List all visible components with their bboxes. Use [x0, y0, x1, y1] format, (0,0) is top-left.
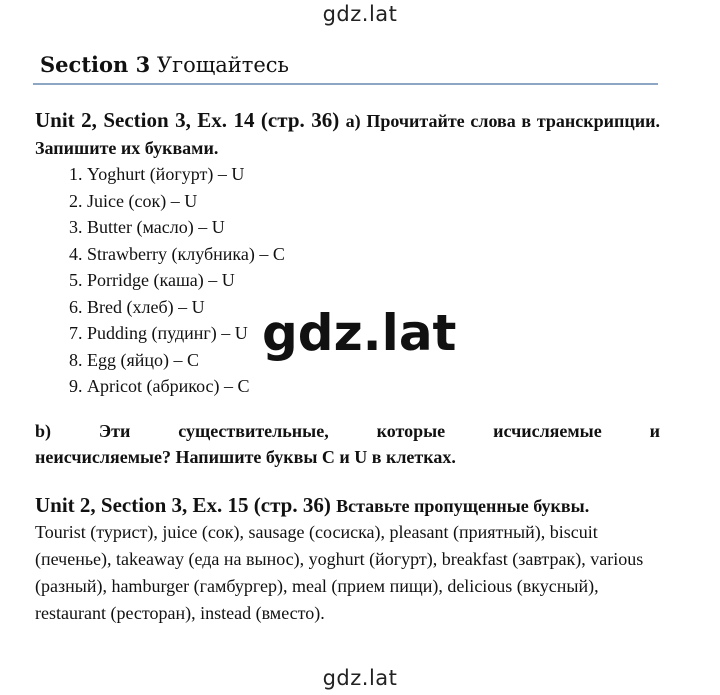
ex14-header [35, 107, 660, 161]
section-title: Угощайтесь [156, 53, 289, 77]
list-item: 8. Egg (яйцо) – C [87, 347, 660, 374]
heading-divider [33, 83, 658, 85]
document-body [35, 107, 660, 627]
ex15-task: Вставьте пропущенные буквы. [336, 495, 590, 516]
ex15-unit-label: Unit 2, Section 3, Ex. 15 (стр. 36) [35, 492, 331, 517]
section-number: Section 3 [40, 52, 151, 77]
list-item: 5. Porridge (каша) – U [87, 267, 660, 294]
list-item: 4. Strawberry (клубника) – C [87, 241, 660, 268]
ex15-answer: Tourist (турист), juice (сок), sausage (сосиска), pleasant (приятный), biscuit (печенье), takeaway (еда на вынос), yoghurt (йогурт), breakfast (завтрак), various (разный), hamburger (гамбургер), meal (прием пищи), delicious (вкусный), restaurant (ресторан), instead (вместо). [35, 521, 644, 623]
list-item: 2. Juice (сок) – U [87, 188, 660, 215]
watermark-top: gdz.lat [322, 2, 398, 26]
ex15-header [35, 492, 660, 519]
ex14-task-b-line2: неисчисляемые? Напишите буквы C и U в клетках. [35, 446, 456, 467]
list-item: 6. Bred (хлеб) – U [87, 294, 660, 321]
watermark-bottom: gdz.lat [322, 666, 398, 690]
list-item: 7. Pudding (пудинг) – U [87, 320, 660, 347]
word-list [35, 161, 660, 400]
watermark-center: gdz.lat [258, 306, 460, 361]
section-heading [40, 52, 289, 77]
ex14-task-b-line1: b) Эти существительные, которые исчисляемые и [35, 420, 660, 441]
ex14-unit-label: Unit 2, Section 3, Ex. 14 (стр. 36) [35, 108, 340, 132]
ex14-task-a: a) Прочитайте слова в транскрипции. Запишите их буквами. [35, 111, 660, 158]
list-item: 1. Yoghurt (йогурт) – U [87, 161, 660, 188]
list-item: 3. Butter (масло) – U [87, 214, 660, 241]
list-item: 9. Apricot (абрикос) – C [87, 373, 660, 400]
